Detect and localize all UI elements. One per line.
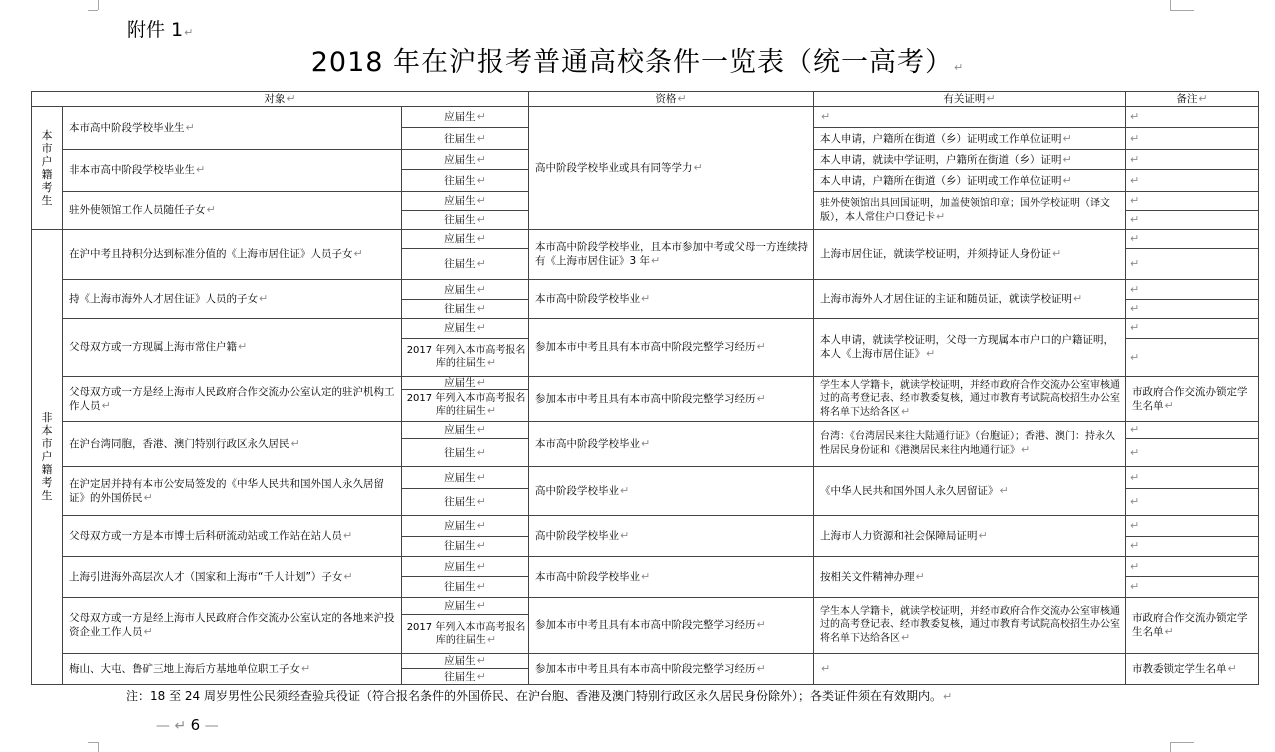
dash-icon: — <box>156 718 170 734</box>
proof-cell: 按相关文件精神办理↵ <box>814 556 1126 597</box>
object-cell: 非本市高中阶段学校毕业生↵ <box>63 149 402 191</box>
remark-cell: ↵ <box>1126 128 1259 149</box>
status-past: 往届生↵ <box>402 170 529 191</box>
object-cell: 在沪台湾同胞，香港、澳门特别行政区永久居民↵ <box>63 421 402 466</box>
admission-conditions-table <box>31 91 1259 685</box>
remark-cell: ↵ <box>1126 577 1259 597</box>
status-listed-2017: 2017 年列入本市高考报名库的往届生↵ <box>402 615 529 654</box>
status-fresh: 应届生↵ <box>402 107 529 128</box>
remark-cell: ↵ <box>1126 556 1259 576</box>
table-row <box>32 516 1259 536</box>
object-cell: 持《上海市海外人才居住证》人员的子女↵ <box>63 279 402 318</box>
proof-cell: 本人申请，户籍所在街道（乡）证明或工作单位证明↵ <box>814 128 1126 149</box>
object-cell: 父母双方或一方现属上海市常住户籍↵ <box>63 318 402 376</box>
status-past: 往届生↵ <box>402 577 529 597</box>
dash-icon: — <box>204 718 219 734</box>
crop-mark <box>1170 10 1194 11</box>
status-listed-2017: 2017 年列入本市高考报名库的往届生↵ <box>402 339 529 377</box>
paragraph-mark-icon: ↵ <box>174 718 187 734</box>
remark-cell: ↵ <box>1126 439 1259 467</box>
status-listed-2017: 2017 年列入本市高考报名库的往届生↵ <box>402 390 529 422</box>
qualification-cell: 本市高中阶段学校毕业↵ <box>529 556 814 597</box>
remark-cell: ↵ <box>1126 191 1259 210</box>
qualification-cell: 参加本市中考且具有本市高中阶段完整学习经历↵ <box>529 376 814 421</box>
remark-cell: ↵ <box>1126 421 1259 438</box>
remark-cell: ↵ <box>1126 279 1259 299</box>
remark-cell: ↵ <box>1126 536 1259 556</box>
status-fresh: 应届生↵ <box>402 654 529 669</box>
object-cell: 在沪定居并持有本市公安局签发的《中华人民共和国外国人永久居留证》的外国侨民↵ <box>63 466 402 515</box>
status-fresh: 应届生↵ <box>402 376 529 389</box>
qualification-cell: 参加本市中考且具有本市高中阶段完整学习经历↵ <box>529 654 814 685</box>
proof-cell: 学生本人学籍卡，就读学校证明，并经市政府合作交流办公室审核通过的高考登记表、经市教委复核，通过市教育考试院高校招生办公室将名单下达给各区↵ <box>814 597 1126 653</box>
footnote: 注：18 至 24 周岁男性公民须经查验兵役证（符合报名条件的外国侨民、在沪台胞、香港及澳门特别行政区永久居民身份除外）；各类证件须在有效期内。↵ <box>126 689 953 703</box>
proof-cell: 本人申请，就读中学证明，户籍所在街道（乡）证明↵ <box>814 149 1126 169</box>
proof-cell: 学生本人学籍卡，就读学校证明，并经市政府合作交流办公室审核通过的高考登记表、经市教委复核，通过市教育考试院高校招生办公室将名单下达给各区↵ <box>814 376 1126 421</box>
category-local: 本市户籍考生 <box>32 107 63 230</box>
object-cell: 本市高中阶段学校毕业生↵ <box>63 107 402 150</box>
header-remark: 备注↵ <box>1126 92 1259 107</box>
remark-cell: ↵ <box>1126 516 1259 536</box>
remark-cell: ↵ <box>1126 249 1259 280</box>
table-row <box>32 556 1259 576</box>
paragraph-mark-icon: ↵ <box>184 26 194 39</box>
qualification-cell: 高中阶段学校毕业↵ <box>529 466 814 515</box>
status-fresh: 应届生↵ <box>402 516 529 536</box>
status-fresh: 应届生↵ <box>402 279 529 299</box>
crop-mark <box>1170 742 1194 743</box>
status-past: 往届生↵ <box>402 439 529 467</box>
table-header-row <box>32 92 1259 107</box>
proof-cell: 台湾：《台湾居民来往大陆通行证》（台胞证）；香港、澳门：持永久性居民身份证和《港澳居民来往内地通行证》↵ <box>814 421 1126 466</box>
document-title: 2018 年在沪报考普通高校条件一览表（统一高考）↵ <box>310 47 965 78</box>
remark-cell: ↵ <box>1126 339 1259 377</box>
status-past: 往届生↵ <box>402 211 529 229</box>
object-cell: 上海引进海外高层次人才（国家和上海市“千人计划”）子女↵ <box>63 556 402 597</box>
remark-cell: 市教委锁定学生名单↵ <box>1126 654 1259 685</box>
object-cell: 父母双方或一方是本市博士后科研流动站或工作站在站人员↵ <box>63 516 402 557</box>
remark-cell: 市政府合作交流办锁定学生名单↵ <box>1126 597 1259 653</box>
object-cell: 父母双方或一方是经上海市人民政府合作交流办公室认定的驻沪机构工作人员↵ <box>63 376 402 421</box>
remark-cell: ↵ <box>1126 211 1259 229</box>
header-qualification: 资格↵ <box>529 92 814 107</box>
status-fresh: 应届生↵ <box>402 229 529 248</box>
proof-cell: 本人申请，户籍所在街道（乡）证明或工作单位证明↵ <box>814 170 1126 191</box>
proof-cell: 上海市海外人才居住证的主证和随员证，就读学校证明↵ <box>814 279 1126 318</box>
paragraph-mark-icon: ↵ <box>943 690 953 703</box>
object-cell: 驻外使领馆工作人员随任子女↵ <box>63 191 402 229</box>
object-cell: 梅山、大屯、鲁矿三地上海后方基地单位职工子女↵ <box>63 654 402 685</box>
proof-cell: 上海市居住证，就读学校证明，并须持证人身份证↵ <box>814 229 1126 279</box>
proof-cell: 驻外使领馆出具回国证明，加盖使领馆印章；国外学校证明（译文版），本人常住户口登记卡↵ <box>814 191 1126 229</box>
header-object: 对象↵ <box>32 92 529 107</box>
page-number: — ↵ 6 — <box>156 716 219 734</box>
proof-cell: ↵ <box>814 107 1126 128</box>
qualification-cell: 高中阶段学校毕业或具有同等学力↵ <box>529 107 814 230</box>
object-cell: 父母双方或一方是经上海市人民政府合作交流办公室认定的各地来沪投资企业工作人员↵ <box>63 597 402 653</box>
remark-cell: ↵ <box>1126 466 1259 489</box>
table-row <box>32 421 1259 438</box>
crop-mark <box>1170 0 1171 10</box>
crop-mark <box>1170 742 1171 752</box>
crop-mark <box>88 10 98 11</box>
table-row <box>32 279 1259 299</box>
status-past: 往届生↵ <box>402 128 529 149</box>
table-row <box>32 466 1259 489</box>
remark-cell: ↵ <box>1126 170 1259 191</box>
attachment-label: 附件 1↵ <box>127 19 194 41</box>
status-past: 往届生↵ <box>402 489 529 516</box>
qualification-cell: 本市高中阶段学校毕业↵ <box>529 421 814 466</box>
status-fresh: 应届生↵ <box>402 421 529 438</box>
remark-cell: ↵ <box>1126 300 1259 318</box>
status-past: 往届生↵ <box>402 669 529 685</box>
crop-mark <box>98 0 99 10</box>
paragraph-mark-icon: ↵ <box>954 61 965 74</box>
crop-mark <box>88 742 98 743</box>
table-row <box>32 318 1259 338</box>
status-fresh: 应届生↵ <box>402 556 529 576</box>
status-fresh: 应届生↵ <box>402 597 529 614</box>
table-row <box>32 597 1259 614</box>
category-nonlocal: 非本市户籍考生 <box>32 229 63 684</box>
table-row <box>32 229 1259 248</box>
qualification-cell: 本市高中阶段学校毕业，且本市参加中考或父母一方连续持有《上海市居住证》3 年↵ <box>529 229 814 279</box>
table-row <box>32 376 1259 389</box>
remark-cell: ↵ <box>1126 318 1259 338</box>
qualification-cell: 参加本市中考且具有本市高中阶段完整学习经历↵ <box>529 597 814 653</box>
status-past: 往届生↵ <box>402 300 529 318</box>
qualification-cell: 本市高中阶段学校毕业↵ <box>529 279 814 318</box>
remark-cell: ↵ <box>1126 149 1259 169</box>
table-row <box>32 107 1259 128</box>
proof-cell: 本人申请，就读学校证明，父母一方现属本市户口的户籍证明，本人《上海市居住证》↵ <box>814 318 1126 376</box>
crop-mark <box>98 742 99 752</box>
status-past: 往届生↵ <box>402 536 529 556</box>
remark-cell: ↵ <box>1126 489 1259 516</box>
object-cell: 在沪中考且持积分达到标准分值的《上海市居住证》人员子女↵ <box>63 229 402 279</box>
table-row <box>32 654 1259 669</box>
header-proof: 有关证明↵ <box>814 92 1126 107</box>
proof-cell: 上海市人力资源和社会保障局证明↵ <box>814 516 1126 557</box>
remark-cell: ↵ <box>1126 229 1259 248</box>
qualification-cell: 高中阶段学校毕业↵ <box>529 516 814 557</box>
remark-cell: 市政府合作交流办锁定学生名单↵ <box>1126 376 1259 421</box>
status-fresh: 应届生↵ <box>402 149 529 169</box>
status-fresh: 应届生↵ <box>402 466 529 489</box>
remark-cell: ↵ <box>1126 107 1259 128</box>
proof-cell: ↵ <box>814 654 1126 685</box>
status-fresh: 应届生↵ <box>402 191 529 210</box>
status-past: 往届生↵ <box>402 249 529 280</box>
proof-cell: 《中华人民共和国外国人永久居留证》↵ <box>814 466 1126 515</box>
qualification-cell: 参加本市中考且具有本市高中阶段完整学习经历↵ <box>529 318 814 376</box>
status-fresh: 应届生↵ <box>402 318 529 338</box>
